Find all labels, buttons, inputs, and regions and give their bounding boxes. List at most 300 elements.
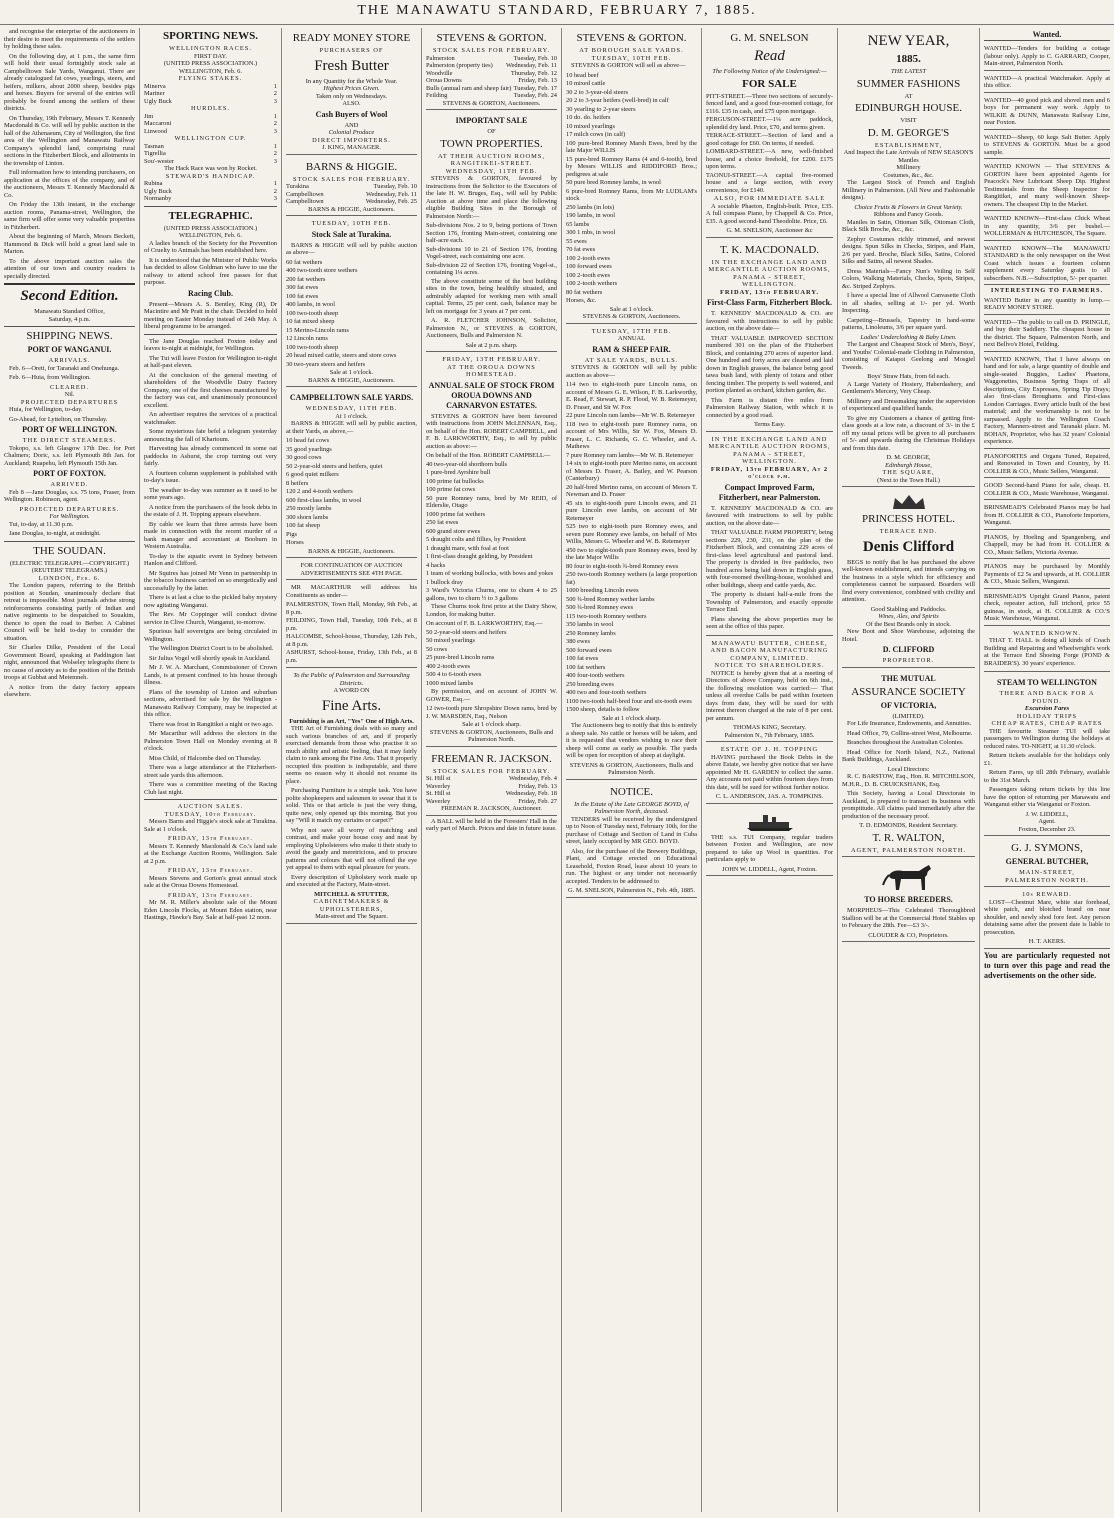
row-label: Tigrellia [144, 150, 166, 157]
wanted-item: PIANOFORTES and Organs Tuned, Repaired, and Renovated in Town and Country, by H. COLLIER & CO., Music Sellers, Wanganui. [984, 451, 1110, 479]
row-value: 3 [273, 157, 277, 165]
wanted-list [984, 295, 1110, 626]
wanted-item: WANTED—A practical Watchmaker. Apply at this office. [984, 73, 1110, 93]
paragraph: THAT T. HALL is doing all kinds of Coach Building and Repairing and Wheelwright's work at the Terrace End Shoeing Forge (POND & BRAIDER'S). 30 years' experience. [984, 637, 1110, 667]
subheading: For Wellington. [49, 513, 90, 520]
row-label: Palmerston (property ties) [426, 62, 493, 69]
ad-line: Foxton, December 23. [1018, 825, 1076, 833]
paragraph: Head Office, 79, Collins-street West, Melbourne. [847, 729, 973, 737]
ad-signature: STEVENS & GORTON, Auctioneers, Bulls and Palmerston North. [429, 728, 554, 743]
soudan-heading: THE SOUDAN. [33, 544, 106, 557]
paragraph: HAVING purchased the Book Debts in the above Estate, we hereby give notice that we have appointed Mr H. GARDEN to collect the same. Any accounts not paid within fourteen days from this date, will be sued for without further notice. [706, 753, 833, 791]
paragraph: THE Art of Furnishing deals with so many and such various branches of art, and if properly exercised demands from those who practise it so much ability and artistic feeling, that it may fairly claim to rank among the Fine Arts. That it properly occupied this position is indisputable, and there seems no reason why it should not resume its place. [286, 725, 417, 785]
paragraph: THE favourite Steamer TUI will take passengers to Wellington during the holidays at reduced rates. TO-NIGHT, at 11.30 o'clock. [984, 727, 1110, 750]
paragraph: Return Fares, up till 28th February, available to the 31st March. [984, 769, 1110, 784]
paragraph: To the above important auction sales the attention of our town and country readers is specially directed. [4, 257, 135, 280]
dateline: WELLINGTON, Feb. 6. [179, 232, 242, 239]
stock-item: On account of F. B. LARKWORTHY, Esq.— [426, 620, 543, 627]
column-1 [0, 28, 140, 1512]
stock-item: 50 pure Romney rams, bred by Mr REID, of Elderslie, Otago [426, 494, 557, 509]
ad-line: Furnishing is an Art, "Yes" One of High Arts. [289, 717, 414, 725]
stock-list [566, 381, 697, 714]
stock-list [426, 705, 557, 720]
ad-signature: D. M. GEORGE, [886, 454, 931, 461]
row-label: Bulls (annual ram and sheep fair) [426, 84, 512, 92]
dairy-company-ad [706, 638, 833, 743]
stock-item: 30 two-years steers and heifers [286, 360, 366, 368]
macdonald-ad [706, 240, 833, 432]
stock-item: 250 fat ewes [426, 519, 459, 526]
race-results [144, 143, 277, 166]
ad-line: PROPRIETOR. [882, 657, 935, 664]
ad-line: IN THE EXCHANGE LAND AND MERCANTILE AUCTION ROOMS, PANAMA - STREET, WELLINGTON. [708, 258, 831, 288]
paragraph: R. C. BARSTOW, Esq., Hon. R. MITCHELSON, M.H.R., D. B. CRUICKSHANK, Esq. [842, 773, 975, 788]
ad-line: Local Directors: [887, 765, 930, 773]
ad-line: (LIMITED). [892, 712, 925, 720]
paragraph: By permission, and on account of JOHN W. GOWER, Esq.— [426, 688, 557, 703]
office-date: Saturday, 4 p.m. [48, 315, 91, 323]
ad-signature: CLOUDER & CO, Proprietors. [868, 931, 949, 939]
row-value: Wednesday, Feb. 25 [365, 198, 417, 205]
stock-item: 100 fat ewes [566, 655, 599, 662]
wanted-item: WANTED—The public to call on D. PRINGLE, and buy their Saddlery. The cheapest house in the district. The Square, Palmerston North, and next Bellvo's Hotel, Feilding. [984, 317, 1110, 352]
row-value: 2 [273, 120, 277, 127]
ad-heading: 10s REWARD. [1022, 891, 1072, 898]
ad-line: STOCK SALES FOR FEBRUARY. [432, 47, 551, 54]
wanted-item: WANTED KNOWN, That I have always on hand and for sale, a large quantity of double and single-seated Buggies, Ladies' Phaetons, Waggonettes, Business Spring Traps of all descriptions, City Expresses, Spring Tip Drays; also first-class Broughams and First-class London Carriages. Every article built of the best material; and the workmanship is not to be surpassed. Apply to the Wellington Coach Factory, Manners-street and Taranaki place. M. BOHAN, Proprietor, who has 32 years' Colonial experience. [984, 354, 1110, 449]
ad-line: Colonial Produce [328, 129, 375, 136]
stock-item: 10 mixed yearlings [566, 122, 615, 130]
row-value: 1 [273, 180, 277, 187]
ad-heading: NOTICE. [609, 785, 654, 798]
ad-line: Ladies' Underclothing & Baby Linen. [860, 333, 957, 341]
ad-line: Boys' Straw Hats, from 6d each. [867, 373, 950, 380]
paragraph: On Thursday, 19th February, Messrs T. Kennedy Macdonald & Co. will sell by public auction in the hall of the Athenaeum, City of Wellington, the first area of the Wellington and Manawatu Railway Company's splendid land, comprising rural sections in the Fitzherbert Block, and allotments in the township of Linton. [4, 114, 135, 167]
ad-heading: OF VICTORIA, [880, 700, 937, 710]
row-label: St. Hill st [426, 790, 451, 797]
paragraph: NOTICE is hereby given that at a meeting of Directors of above Company, held on 6th inst., the following resolution was carried:— That unless all overdue Calls be paid within fourteen days from date, they will be sued for with interest thereon charged at the rate of 8 per cent. per annum. [706, 669, 833, 722]
paragraph: About the beginning of March, Messrs Beckett, Hammond & Dick will hold a great land sale in Marton. [4, 233, 135, 255]
stock-item: 114 two to eight-tooth pure Lincoln rams, on account of Messrs G. E. Wilson, F. B. Larkworthy, E. Read, F. Stewart, R. P. Flood, W. B. Retemeyer, D. Fraser, and Sir W. Fox [566, 381, 697, 411]
ad-signature: G. M. SNELSON, Palmerston N., Feb. 4th, 1885. [568, 887, 695, 894]
paragraph: Miss Child, of Halcombe died on Thursday. [149, 754, 262, 762]
race-heading: STEWARD'S HANDICAP. [165, 172, 256, 180]
row-value: 2 [273, 150, 277, 157]
stock-item: 30 2 to 3-year-old steers [566, 88, 628, 96]
ad-line: A WORD ON [333, 687, 370, 694]
stock-item: 30 yearling to 2-year steers [566, 105, 636, 113]
paragraph: The Largest and Cheapest Stock of Men's, Boys', and Youths' Colonial-made Clothing in Palmerston, consisting of Kaiapoi Geelong and Mosgiel Tweeds. [842, 341, 975, 371]
ad-heading: ASSURANCE SOCIETY [851, 685, 966, 698]
paragraph: STEVENS & GORTON have been favoured with instructions from JOHN McLENNAN, Esq., on behalf of the Hon. ROBERT CAMPBELL, and F. B. LARKWORTHY, Esq., to sell by public auction as above:— [426, 412, 557, 450]
stock-item: 14 six to eight-tooth pure Merino rams, on account of Messrs D. Fraser, A. Bailey, and W. Pearson (Canterbury) [566, 460, 697, 482]
meeting-item: FEILDING, Town Hall, Tuesday, 10th Feb., at 8 p.m. [286, 617, 417, 632]
stock-item: 200 fat wethers [286, 275, 326, 283]
paragraph: A fourteen column supplement is published with to-day's issue. [144, 469, 277, 484]
row-value: 1 [273, 142, 277, 150]
paragraph: Feb. 6—Oreti, for Taranaki and Onehunga. [9, 364, 120, 372]
ad-heading: STEVENS & GORTON. [576, 32, 687, 44]
ad-line: AGENT, PALMERSTON NORTH. [850, 846, 967, 854]
stock-item: 350 lambs in wool [566, 621, 614, 628]
paragraph: BARNS & HIGGIE will sell by public auction as above— [286, 241, 417, 256]
symons-ad [984, 838, 1110, 887]
paragraph: STEVENS & GORTON will sell by public auction as above— [566, 364, 697, 379]
paragraph: The Jane Douglas reached Foxton today and leaves to-night at midnight, for Wellington. [144, 337, 277, 352]
ad-heading: Read [754, 48, 785, 64]
paragraph: The property is distant half-a-mile from the Township of Palmerston, and exactly opposite Terrace End. [706, 591, 833, 613]
stock-item: 1500 sheep, details to follow [566, 706, 640, 713]
continuation-note: FOR CONTINUATION OF AUCTION ADVERTISEMENTS SEE 4TH PAGE. [286, 560, 417, 580]
subheading: WELLINGTON RACES. [169, 45, 252, 52]
paragraph: Branches throughout the Australian Colonies. [847, 739, 964, 746]
paragraph: and recognise the enterprise of the auctioneers in their desire to meet the requirements of the settlers by holding these sales. [4, 28, 135, 50]
ad-line: Sale at 1 o'clock. [609, 305, 654, 313]
ad-heading: NEW YEAR, [867, 33, 950, 49]
stock-list [286, 437, 417, 547]
wanted-item: BRINSMEAD'S Celebrated Pianos may be had from H. COLLIER & CO., Pianoforte Importers, Wanganui. [984, 502, 1110, 530]
stock-item: 10 head beef [566, 71, 599, 79]
row-value: Tuesday, Feb. 10 [513, 54, 557, 62]
column-4 [422, 28, 562, 1512]
barns-higgie-ad [286, 157, 417, 217]
paragraph: Spurious half sovereigns are being circulated in Wellington. [144, 628, 277, 643]
stock-item: 50 cows [426, 645, 448, 653]
paragraph: LOST—Chestnut Mare, white star forehead, white patch, and blotched brand on near shoulder, and newly shod fore feet. Any person detaining same after the present date is liable to prosecution. [984, 898, 1110, 936]
paragraph: At the conclusion of the general meeting of shareholders of the Woodville Dairy Factory Company, one of the first cheeses manufactured by the factory was cut, and unanimously pronounced excellent. [144, 371, 277, 409]
stock-item: 1100 two-tooth half-bred four and six-tooth ewes [566, 697, 692, 705]
stock-item: 100 fat sheep [286, 522, 321, 529]
paragraph: THAT VALUABLE IMPROVED SECTION numbered 301 on the plan of the Fitzherbert Block, and containing 270 acres of superior land. One hundred and forty acres are cleared and laid down in English grasses, the balance being good tawa bush land, with plenty of totara and other fencing timber. The property is well watered, and portion planted as orchard, kitchen garden, &c. [706, 334, 833, 394]
sale-date-row [286, 191, 417, 199]
ad-line: Sale at 2 p.m. sharp. [465, 341, 518, 349]
stock-item: 250 mostly lambs [286, 505, 332, 512]
paragraph: Messrs T. Kennedy Macdonald & Co.'s land sale at the Exchange Auction Rooms, Wellington. Sale at 2 p.m. [144, 842, 277, 865]
subheading: TUESDAY, 10th February. [164, 810, 257, 818]
stock-item: 380 ewes [566, 638, 590, 645]
ad-line: PURCHASERS OF [319, 47, 384, 54]
goods-item: Millinery [896, 164, 921, 171]
port-heading: PORT OF FOXTON. [33, 469, 106, 478]
row-value: Friday, Feb. 27 [518, 797, 557, 805]
stock-item: 50 2-year-old steers and heifers [426, 628, 507, 636]
borough-sale-ad [566, 28, 697, 324]
ad-line: Good Stabling and Paddocks. [870, 605, 947, 613]
stock-item: 35 good yearlings [286, 445, 332, 453]
stock-item: On behalf of the Hon. ROBERT CAMPBELL— [426, 452, 551, 459]
lot-item: Sub-divisions Nos. 2 to 9, being portions of Town Section 176, fronting Main-street, containing one half-acre each. [426, 222, 557, 244]
stock-item: 1 bullock dray [426, 578, 463, 586]
row-value: Tuesday, Feb. 24 [513, 92, 557, 99]
race-result-row [144, 120, 277, 128]
ad-line: NOTICE TO SHAREHOLDERS. [714, 662, 825, 669]
paragraph: There is at last a clue to the pickled baby mystery now agitating Wanganui. [144, 594, 277, 609]
ad-line: Sale at 1 o'clock sharp. [462, 721, 521, 728]
ad-heading: RAM & SHEEP FAIR. [592, 344, 671, 354]
stock-item: 100 2-tooth wethers [566, 280, 618, 287]
paragraph: Mr M. R. Miller's absolute sale of the Mount Eden Lincoln Flocks, at Mount Eden station, near Hastings, Hawke's Bay. Sale at half-past 12 noon. [144, 899, 277, 921]
stock-item: Pigs [286, 530, 298, 538]
freeman-jackson-ad [426, 749, 557, 816]
subheading: ARRIVED. [50, 481, 89, 488]
paragraph: Jane Douglas, to-night, at midnight. [9, 530, 101, 537]
stock-item: 600 grand store ewes [426, 527, 481, 535]
stock-item: Horses, &c. [566, 297, 597, 304]
sale-date-row [426, 62, 557, 70]
stock-item: 80 four to eight-tooth ¾-bred Romney ewes [566, 562, 679, 570]
second-edition-heading: Second Edition. [20, 288, 119, 304]
ad-heading: FREEMAN R. JACKSON. [431, 752, 552, 765]
stock-item: 1000 mixed lambs [426, 679, 474, 687]
row-label: Linwood [144, 127, 168, 135]
paragraph: The weather to-day was summer as it used to be some years ago. [144, 486, 277, 501]
ad-line: Terms Easy. [753, 421, 786, 428]
steamer-icon [745, 810, 795, 832]
paragraph: This Farm is distant five miles from Palmerston Railway Station, with which it is connected by a good road. [706, 396, 833, 419]
paragraph: The Hack Race was won by Rocket. [164, 165, 257, 172]
ad-line: FRIDAY, 13TH FEBRUARY. [442, 356, 541, 363]
ad-line: MAIN-STREET, [1019, 869, 1075, 876]
race-results [144, 113, 277, 136]
stock-item: 400 two and four-tooth wethers [566, 689, 647, 696]
row-value: 3 [273, 97, 277, 105]
paragraph: Full information how to intending purchasers, on application at the offices of the company, and of the auctioneers, Messrs T. Kennedy Macdonald & Co. [4, 169, 135, 199]
sale-date-row [426, 55, 557, 63]
ad-line: Taken only on Wednesdays. [315, 92, 388, 100]
compact-farm-ad [706, 434, 833, 636]
paragraph: Plans shewing the above properties may be seen at the office of this paper. [706, 615, 833, 630]
ad-signature: STEVENS & GORTON, Auctioneers. [582, 313, 681, 320]
ad-heading: Cash Buyers of Wool [315, 109, 388, 119]
stock-list [286, 259, 417, 369]
ad-line: WEDNESDAY, 11TH FEB. [305, 405, 398, 412]
wanted-item: BRINSMEAD'S Upright Grand Pianos, patent check, repeater action, full trichord, price 55 guineas, in stock, at H. COLLIER & CO.'S Music Warehouse, Wanganui. [984, 591, 1110, 626]
paragraph: On the following day, at 1 p.m., the same firm will hold their usual fortnightly stock sale at Campbelltown Sale Yards, Wanganui. There are already catalogued fat cows, yearlings, steers, and heifers, milkers, about 2000 sheep, besides pigs and horses. Buyers for several of the entries will probably be found among the settlers of these districts. [4, 52, 135, 112]
paragraph: For Life Insurance, Endowments, and Annuities. [847, 720, 972, 727]
ad-heading: MANAWATU BUTTER, CHEESE, AND BACON MANUFACTURING COMPANY, LIMITED. [710, 639, 829, 662]
sale-date-row [426, 77, 557, 85]
sale-date-row [426, 798, 557, 806]
paragraph: Why not save all worry of matching and contrast, and make your house cosy and neat by employing Upholsterers who make it their study to avoid the gaudy and meretricious, and to procure patterns and colours that will not offend the eye yet appeal to them with equal pleasure for years. [286, 826, 417, 871]
stock-item: 7 pure Romney ram lambs—Mr W. B. Retemeyer [566, 451, 694, 459]
mutual-assurance-ad [842, 670, 975, 858]
stock-item: 65 lambs [566, 220, 590, 228]
stock-item: 15 Merino-Lincoln rams [286, 326, 349, 334]
paragraph: Feb. 6—Huia, from Wellington. [9, 374, 91, 381]
stock-item: 300 shorn lambs [286, 513, 329, 521]
stock-item: 400 four-tooth wethers [566, 672, 625, 679]
row-label: Palmerston [426, 54, 455, 62]
stock-item: 1 first-class draught gelding, by President [426, 553, 533, 560]
ready-money-store-ad [286, 28, 417, 155]
wanted-item: PIANOS, by Hoeling and Spangenberg, and Chappell, may be had from H. COLLIER & CO., Music Sellers, Victoria Avenue. [984, 532, 1110, 560]
paragraph: Mr J. W. A. Marchant, Commissioner of Crown Lands, is at present confined to his house through illness. [144, 664, 277, 686]
race-result-row [144, 143, 277, 151]
paragraph: The Rev. Mr Coppinger will conduct divine service in Clive Church, Wanganui, to-morrow. [144, 611, 277, 626]
ad-line: T. D. EDMONDS, Resident Secretary. [859, 822, 958, 829]
paragraph: New Boot and Shoe Warehouse, adjoining the Hotel. [842, 628, 975, 643]
paragraph: There was a committee meeting of the Racing Club last night. [144, 781, 277, 796]
stock-item: 500 forward ewes [566, 646, 612, 654]
ad-line: Excursion Fares [1024, 705, 1070, 712]
row-value: Friday, Feb. 13 [518, 782, 557, 790]
row-label: Ugly Buck [144, 97, 172, 105]
ad-signature: Edinburgh House, [885, 461, 932, 469]
paragraph: BEGS to notify that he has purchased the above well-known establishment, and intends carrying on the business in a style which for efficiency and completeness cannot be surpassed. Boarders will find every convenience, combined with civility and attention. [842, 558, 975, 603]
racing-club-heading: Racing Club. [188, 288, 233, 298]
stock-item: 70 fat ewes [566, 246, 596, 253]
stock-list [426, 620, 557, 687]
sale-date-row [286, 183, 417, 191]
row-value: 1 [273, 82, 277, 90]
stock-item: 1000 prime fat wethers [426, 510, 486, 518]
row-value: 1 [273, 112, 277, 120]
stock-item: 400 two-tooth store wethers [286, 267, 358, 274]
stock-item: 20 half-bred Merino rams, on account of Messrs T. Newman and D. Fraser [566, 483, 697, 498]
stock-item: 300 fat ewes [286, 284, 319, 291]
stock-item: 5 draught colts and fillies, by President [426, 536, 526, 543]
ad-line: To the Public of Palmerston and Surrounding Districts. [293, 672, 410, 687]
ad-line: THE LATEST [890, 68, 927, 75]
row-label: Normanby [144, 195, 172, 202]
ad-line: TUESDAY, 10TH FEB. [311, 220, 392, 227]
column-7 [838, 28, 980, 1512]
paragraph: The above constitute some of the best building sites in the town, being healthily situated, and admirably adapted for working men with small capital. Terms, 25 per cent. cash, balance may be left on mortgage for 3 years at 7 per cent. [426, 277, 557, 315]
ad-line: In any Quantity for the Whole Year. [305, 77, 398, 85]
row-label: Maccaroni [144, 120, 172, 127]
paragraph: T. KENNEDY MACDONALD & CO. are favoured with instructions to sell by public auction, on the above date— [706, 310, 833, 332]
race-heading: WELLINGTON CUP. [174, 135, 247, 142]
stock-item: 250 breeding ewes [566, 680, 614, 688]
ad-heading: PRINCESS HOTEL. [862, 513, 955, 525]
goods-item: Mantles [898, 156, 919, 164]
subheading: FRIDAY, 13th February. [168, 835, 253, 842]
ad-signature: THOMAS KING, Secretary. [732, 724, 807, 731]
stock-item: 250 two-tooth Romney wethers (a large proportion fat) [566, 571, 697, 586]
ad-line: Wines, Ales, and Spirits [878, 613, 939, 620]
paragraph: Carpeting—Brussels, Tapestry in hand-some patterns, Linoleums, 3/6 per square yard. [842, 316, 975, 331]
ad-line: ANNUAL [618, 335, 645, 342]
stock-item: 10 fat mixed sheep [286, 318, 335, 325]
ad-line: (Next to the Town Hall.) [877, 476, 940, 484]
ad-line: THE SQUARE, [882, 469, 935, 476]
property-list [706, 93, 833, 195]
shipping-heading: SHIPPING NEWS. [26, 330, 113, 342]
stock-item: 15 pure-bred Romney Rams (4 and 6-tooth), bred by Messrs WILLIS and RIDDIFORD Bros.; pedigrees at sale [566, 155, 697, 178]
ad-signature: G. M. SNELSON, Auctioneer &c [726, 227, 813, 234]
paragraph: Zephyr Costumes richly trimmed, and newest designs. Spun Silks in Checks, Stripes, and Plain, 2/6 per yard. Broche, Black Silks, Satins, Colored Silks and Satins, all newest Shades. [842, 235, 975, 265]
dateline: WELLINGTON, Feb. 6. [179, 67, 242, 75]
ad-heading: GENERAL BUTCHER, [1005, 857, 1089, 866]
paragraph: Some mysterious fate befel a telegram yesterday announcing the fall of Khartoum. [144, 428, 277, 443]
paragraph: STEVENS & GORTON, favoured by instructions from the Solicitor to the Executors of the late H. W. Bruges, Esq., will sell by Public Auction at above time and place the following eligible Building Sites in the Borough of Palmerston North:— [426, 175, 557, 220]
town-properties-ad [426, 112, 557, 352]
ad-heading: STEAM TO WELLINGTON [997, 678, 1097, 687]
stock-item: 500 4 to 6-tooth ewes [426, 671, 482, 678]
ad-line: CHEAP RATES, CHEAP RATES [991, 720, 1103, 727]
race-result-row [144, 128, 277, 136]
ad-line: DIRECT IMPORTERS. [312, 136, 391, 144]
wanted-item: WANTED Butter in any quantity in lump.—READY MONEY STORE. [984, 295, 1110, 315]
ad-signature: D. CLIFFORD [882, 645, 935, 654]
paragraph: There was frost in Rangitikei a night or two ago. [149, 720, 274, 728]
ad-line: TUESDAY, 17TH FEB. [591, 327, 672, 335]
ad-heading: G. J. SYMONS, [1011, 842, 1083, 854]
paragraph: Purchasing Furniture is a simple task. You have polite shopkeepers and salesmen to swear that it is solid. This or that article is just the very thing, quite new, only opened up this morning. But you say "Will it match my curtains or carpet?" [286, 787, 417, 824]
wanted-list [984, 43, 1110, 285]
paragraph: An advertiser requires the services of a practical watchmaker. [144, 411, 277, 426]
stock-item: 80 fat wethers [566, 288, 603, 296]
paragraph: Return tickets available for the holidays only £1. [984, 752, 1110, 767]
row-value: Wednesday, Feb. 18 [505, 790, 557, 797]
stock-item: 400 lambs, in wool [286, 301, 335, 308]
paragraph: Harvesting has already commenced in some oat paddocks in Ashurst, the crop turning out very fairly. [144, 445, 277, 467]
row-label: Oroua Downs [426, 77, 462, 84]
paragraph: BARNS & HIGGIE will sell by public auction, at their Yards, as above,— [286, 420, 417, 435]
princess-hotel-ad [842, 489, 975, 668]
paragraph: Dress Materials—Fancy Nun's Veiling in Self Colors, Walking Materials, Checks, Spots, Stripes, &c. Striped Zephyrs. [842, 267, 975, 290]
stock-item: 30 good cows [286, 454, 322, 461]
ad-line: J. KING, MANAGER. [322, 144, 381, 151]
ad-line: Main-street and The Square. [315, 913, 388, 920]
ram-fair-ad [566, 326, 697, 780]
stock-item: 100 fat ewes [286, 292, 319, 300]
port-heading: PORT OF WELLINGTON. [22, 425, 117, 434]
stock-item: 250 Romney lambs [566, 629, 616, 637]
request-notice: You are particularly requested not to turn over this page and read the advertisements on the other side. [984, 950, 1110, 980]
wanted-item: WANTED—Sheep, 60 kegs Salt Butter. Apply to STEVENS & GORTON. Must be a good sample. [984, 132, 1110, 160]
sales-list [286, 183, 417, 206]
goods-item: Costumes, &c., &c. [883, 171, 934, 179]
paragraph: Nil. [64, 391, 75, 398]
ad-signature: T. R. WALTON, [872, 831, 945, 844]
row-label: Rubina [144, 180, 163, 187]
stock-item: 20 2 to 3-year heifers (well-bred) in calf [566, 97, 669, 104]
ad-line: STOCK SALES FOR FEBRUARY. [292, 175, 411, 183]
fine-arts-ad [286, 670, 417, 924]
meeting-list [286, 601, 417, 664]
stock-item: 500 ¾-bred Romney wether lambs [566, 595, 655, 603]
paragraph: These Churns took first prize at the Dairy Show, London, for making butter. [426, 603, 557, 618]
column-2 [140, 28, 282, 1512]
ad-line: IN THE EXCHANGE LAND AND MERCANTILE AUCTION ROOMS, PANAMA - STREET, WELLINGTON. [708, 435, 831, 465]
lot-item: Sub-division 22 of Section 176, fronting Vogel-st., containing 1¼ acres. [426, 261, 557, 276]
race-result-row [144, 195, 277, 203]
ad-line: AND [344, 121, 359, 129]
meeting-item: ASHURST, School-house, Friday, 13th Feb., at 8 p.m. [286, 649, 417, 664]
row-label: St. Hill st [426, 775, 451, 782]
stock-item: 120 2 and 4-tooth wethers [286, 488, 353, 495]
ad-signature: BARNS & HIGGIE, Auctioneers. [308, 376, 395, 384]
row-value: 2 [273, 187, 277, 195]
race-results [144, 83, 277, 106]
ad-signature: BARNS & HIGGIE, Auctioneers. [308, 547, 395, 555]
horse-icon [879, 863, 939, 893]
dateline: LONDON, Feb. 6. [38, 574, 101, 582]
stock-item: 50 pure bred Romney lambs, in wool [566, 179, 661, 186]
column-8 [980, 28, 1114, 1512]
row-label: Turakina [286, 183, 309, 190]
race-result-row [144, 83, 277, 91]
race-heading: HURDLES. [190, 105, 231, 112]
ad-line: TUESDAY, 10TH FEB. [591, 54, 672, 62]
paragraph: The Wellington District Court is to be abolished. [149, 645, 274, 652]
ad-line: FRIDAY, 13th FEBRUARY, At 2 o'clock p.m. [710, 465, 829, 480]
paragraph: Huia, for Wellington, to-day. [9, 406, 83, 413]
ad-line: Sale at 1 o'clock. [329, 369, 374, 376]
turakina-sale-ad [286, 218, 417, 387]
stock-item: 10 mixed cattle [566, 80, 606, 87]
